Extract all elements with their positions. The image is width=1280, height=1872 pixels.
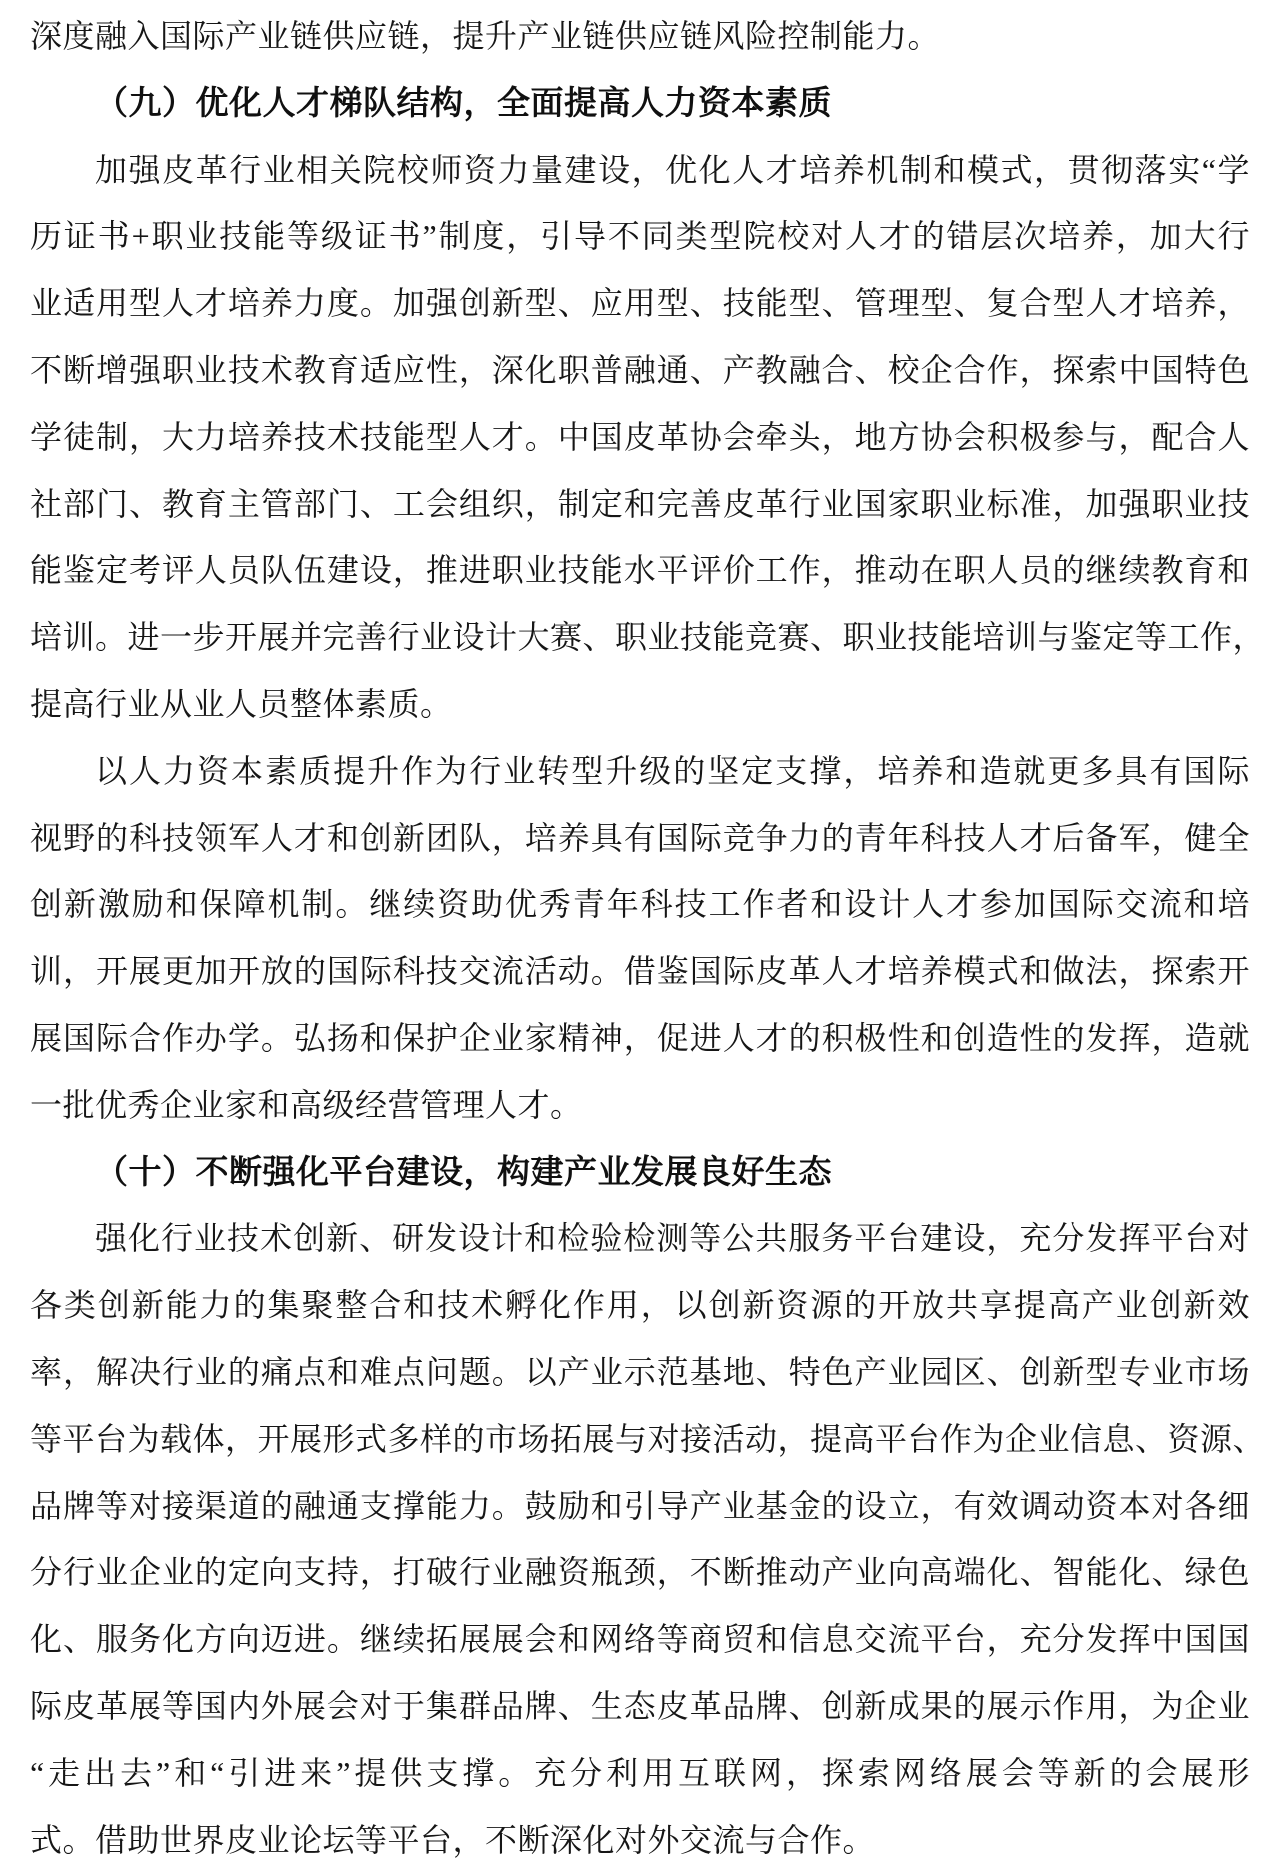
text-line: 深度融入国际产业链供应链，提升产业链供应链风险控制能力。: [30, 18, 941, 54]
text-line: 等平台为载体，开展形式多样的市场拓展与对接活动，提高平台作为企业信息、资源、: [30, 1420, 1266, 1457]
text-line: 社部门、教育主管部门、工会组织，制定和完善皮革行业国家职业标准，加强职业技: [30, 485, 1250, 522]
section-heading: （九）优化人才梯队结构，全面提高人力资本素质: [95, 83, 832, 121]
text-line: 不断增强职业技术教育适应性，深化职普融通、产教融合、校企合作，探索中国特色: [30, 351, 1250, 388]
text-line: 分行业企业的定向支持，打破行业融资瓶颈，不断推动产业向高端化、智能化、绿色: [30, 1554, 1250, 1591]
section-heading: （十）不断强化平台建设，构建产业发展良好生态: [95, 1152, 832, 1190]
text-line: 展国际合作办学。弘扬和保护企业家精神，促进人才的积极性和创造性的发挥，造就: [30, 1019, 1250, 1056]
text-line: 业适用型人才培养力度。加强创新型、应用型、技能型、管理型、复合型人才培养，: [30, 285, 1250, 322]
text-line: 培训。进一步开展并完善行业设计大赛、职业技能竞赛、职业技能培训与鉴定等工作，: [30, 619, 1266, 656]
text-line: 一批优秀企业家和高级经营管理人才。: [30, 1086, 583, 1123]
document-body: [30, 3, 1266, 1872]
text-line: 能鉴定考评人员队伍建设，推进职业技能水平评价工作，推动在职人员的继续教育和: [30, 552, 1250, 589]
text-line: 以人力资本素质提升作为行业转型升级的坚定支撑，培养和造就更多具有国际: [95, 752, 1250, 789]
text-line: 加强皮革行业相关院校师资力量建设，优化人才培养机制和模式，贯彻落实“学: [95, 151, 1250, 188]
text-line: 视野的科技领军人才和创新团队，培养具有国际竞争力的青年科技人才后备军，健全: [30, 819, 1250, 856]
text-line: 化、服务化方向迈进。继续拓展展会和网络等商贸和信息交流平台，充分发挥中国国: [30, 1621, 1250, 1658]
text-line: 强化行业技术创新、研发设计和检验检测等公共服务平台建设，充分发挥平台对: [95, 1220, 1250, 1257]
text-line: 率，解决行业的痛点和难点问题。以产业示范基地、特色产业园区、创新型专业市场: [30, 1353, 1250, 1390]
text-line: 际皮革展等国内外展会对于集群品牌、生态皮革品牌、创新成果的展示作用，为企业: [30, 1687, 1250, 1724]
text-line: 品牌等对接渠道的融通支撑能力。鼓励和引导产业基金的设立，有效调动资本对各细: [30, 1487, 1250, 1524]
text-line: “走出去”和“引进来”提供支撑。充分利用互联网，探索网络展会等新的会展形: [30, 1754, 1250, 1791]
text-line: 创新激励和保障机制。继续资助优秀青年科技工作者和设计人才参加国际交流和培: [30, 886, 1250, 923]
text-line: 提高行业从业人员整体素质。: [30, 685, 453, 722]
text-line: 历证书+职业技能等级证书”制度，引导不同类型院校对人才的错层次培养，加大行: [30, 218, 1250, 255]
text-line: 学徒制，大力培养技术技能型人才。中国皮革协会牵头，地方协会积极参与，配合人: [30, 418, 1250, 455]
text-line: 各类创新能力的集聚整合和技术孵化作用，以创新资源的开放共享提高产业创新效: [30, 1287, 1250, 1324]
text-line: 训，开展更加开放的国际科技交流活动。借鉴国际皮革人才培养模式和做法，探索开: [30, 953, 1250, 990]
text-line: 式。借助世界皮业论坛等平台，不断深化对外交流与合作。: [30, 1821, 876, 1858]
